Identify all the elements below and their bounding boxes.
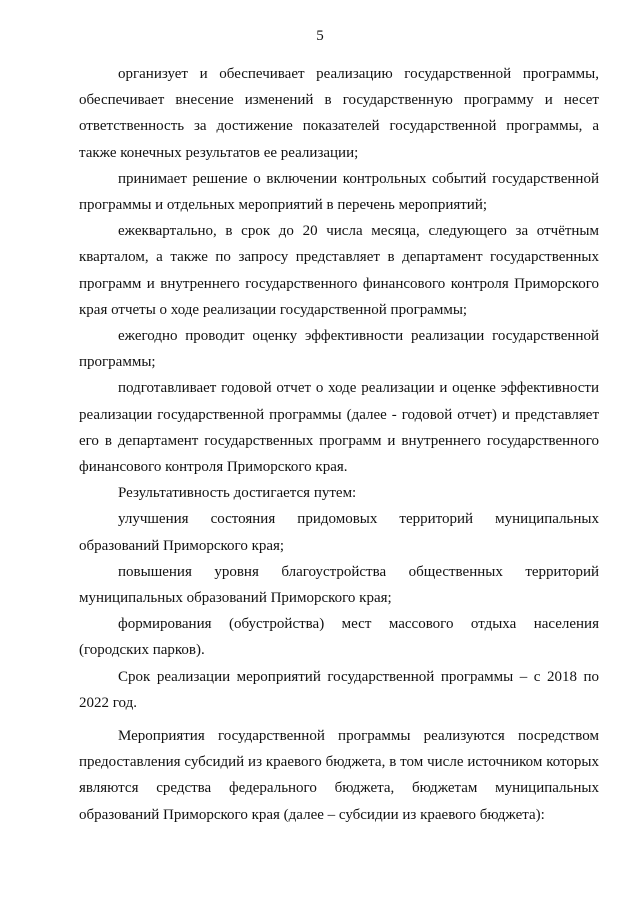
- paragraph-effectiveness: Результативность достигается путем:: [118, 485, 357, 502]
- paragraph-term: Срок реализации мероприятий государственной программы – с 2018 по 2022 год.: [79, 668, 599, 711]
- paragraph-public-territories: повышения уровня благоустройства общественных территорий муниципальных образований Приморского края;: [79, 563, 599, 607]
- paragraph-organizes: организует и обеспечивает реализацию государственной программы, обеспечивает внесение изменений в государственную программу и несет ответственность за достижение показателей государственной программы, а также конечных результатов ее реализации;: [79, 66, 599, 161]
- document-body: [79, 61, 599, 828]
- page-number: 5: [316, 28, 324, 44]
- paragraph-annual-report: подготавливает годовой отчет о ходе реализации и оценке эффективности реализации государственной программы (далее - годовой отчет) и представляет его в департамент государственных программ и внутреннего государственного финансового контроля Приморского края.: [79, 380, 599, 476]
- paragraph-recreation-places: формирования (обустройства) мест массового отдыха населения (городских парков).: [79, 616, 599, 659]
- paragraph-quarterly-report: ежеквартально, в срок до 20 числа месяца, следующего за отчётным кварталом, а также по запросу представляет в департамент государственных программ и внутреннего государственного финансового контроля Приморского края отчеты о ходе реализации государственной программы;: [79, 223, 599, 318]
- paragraph-decides: принимает решение о включении контрольных событий государственной программы и отдельных мероприятий в перечень мероприятий;: [79, 170, 599, 214]
- paragraph-subsidies: Мероприятия государственной программы реализуются посредством предоставления субсидий из краевого бюджета, в том числе источником которых являются средства федерального бюджета, бюджетам муниципальных образований Приморского края (далее – субсидии из краевого бюджета):: [79, 728, 599, 823]
- paragraph-annual-assessment: ежегодно проводит оценку эффективности реализации государственной программы;: [79, 328, 599, 371]
- paragraph-yard-territories: улучшения состояния придомовых территорий муниципальных образований Приморского края;: [79, 511, 599, 554]
